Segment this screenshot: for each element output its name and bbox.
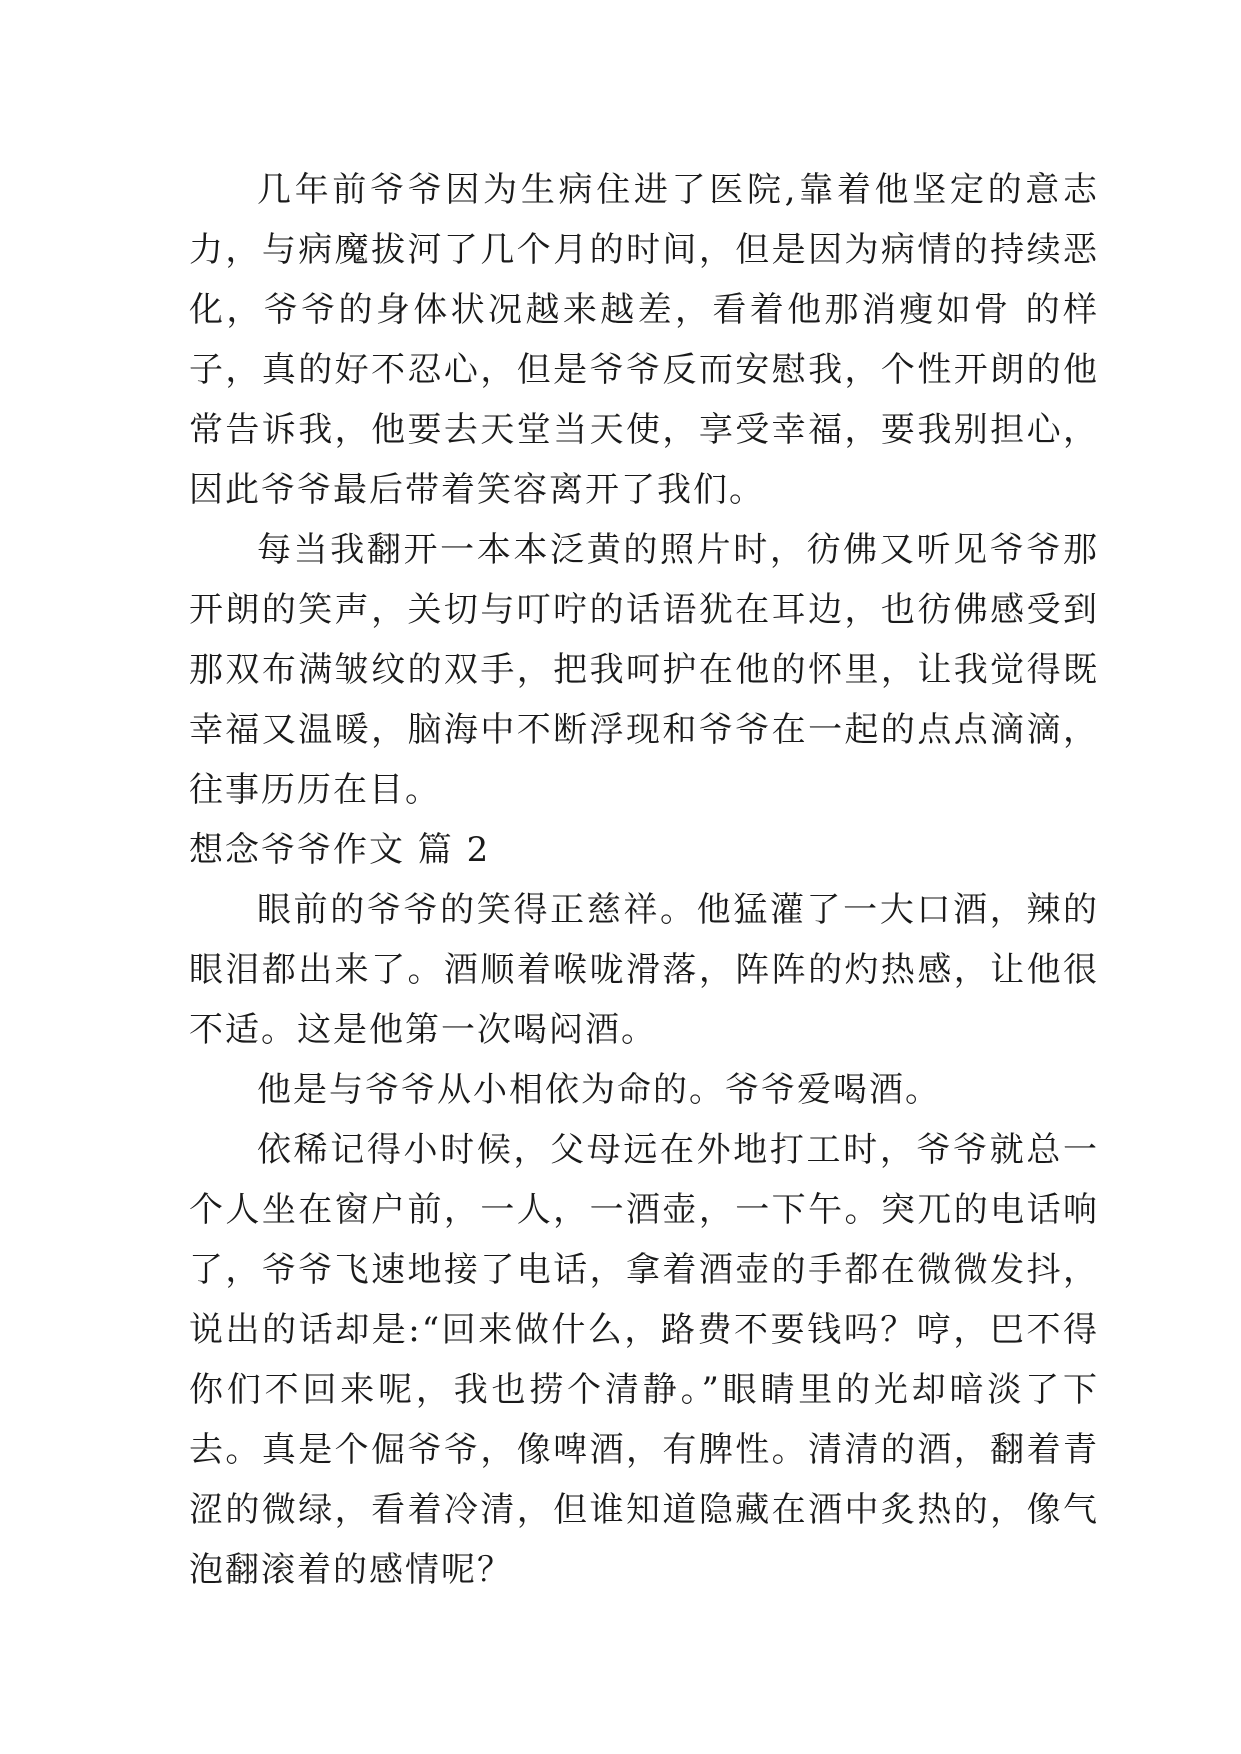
section-title: 想念爷爷作文 篇 2: [189, 830, 491, 870]
paragraph-childhood-memory: 依稀记得小时候，父母远在外地打工时，爷爷就总一个人坐在窗户前，一人，一酒壶，一下午。突兀的电话响了，爷爷飞速地接了电话，拿着酒壶的手都在微微发抖，说出的话却是:“回来做什么，路费不要钱吗？哼，巴不得你们不回来呢，我也捞个清静。”眼睛里的光却暗淡了下去。真是个倔爷爷，像啤酒，有脾性。清清的酒，翻着青涩的微绿，看着冷清，但谁知道隐藏在酒中炙热的，像气泡翻滚着的感情呢？: [189, 1130, 1099, 1590]
paragraph-first-drink: 眼前的爷爷的笑得正慈祥。他猛灌了一大口酒，辣的眼泪都出来了。酒顺着喉咙滑落，阵阵的灼热感，让他很不适。这是他第一次喝闷酒。: [189, 890, 1099, 1050]
document-body: [189, 160, 1099, 1600]
paragraph-hospital: 几年前爷爷因为生病住进了医院,靠着他坚定的意志力，与病魔拔河了几个月的时间，但是因为病情的持续恶化，爷爷的身体状况越来越差，看着他那消瘦如骨 的样子，真的好不忍心，但是爷爷反而安慰我，个性开朗的他常告诉我，他要去天堂当天使，享受幸福，要我别担心，因此爷爷最后带着笑容离开了我们。: [189, 170, 1099, 510]
paragraph-grandpa-loves-wine: 他是与爷爷从小相依为命的。爷爷爱喝酒。: [257, 1070, 941, 1110]
paragraph-photos: 每当我翻开一本本泛黄的照片时，彷佛又听见爷爷那开朗的笑声，关切与叮咛的话语犹在耳边，也彷佛感受到那双布满皱纹的双手，把我呵护在他的怀里，让我觉得既幸福又温暖，脑海中不断浮现和爷爷在一起的点点滴滴，往事历历在目。: [189, 530, 1099, 810]
